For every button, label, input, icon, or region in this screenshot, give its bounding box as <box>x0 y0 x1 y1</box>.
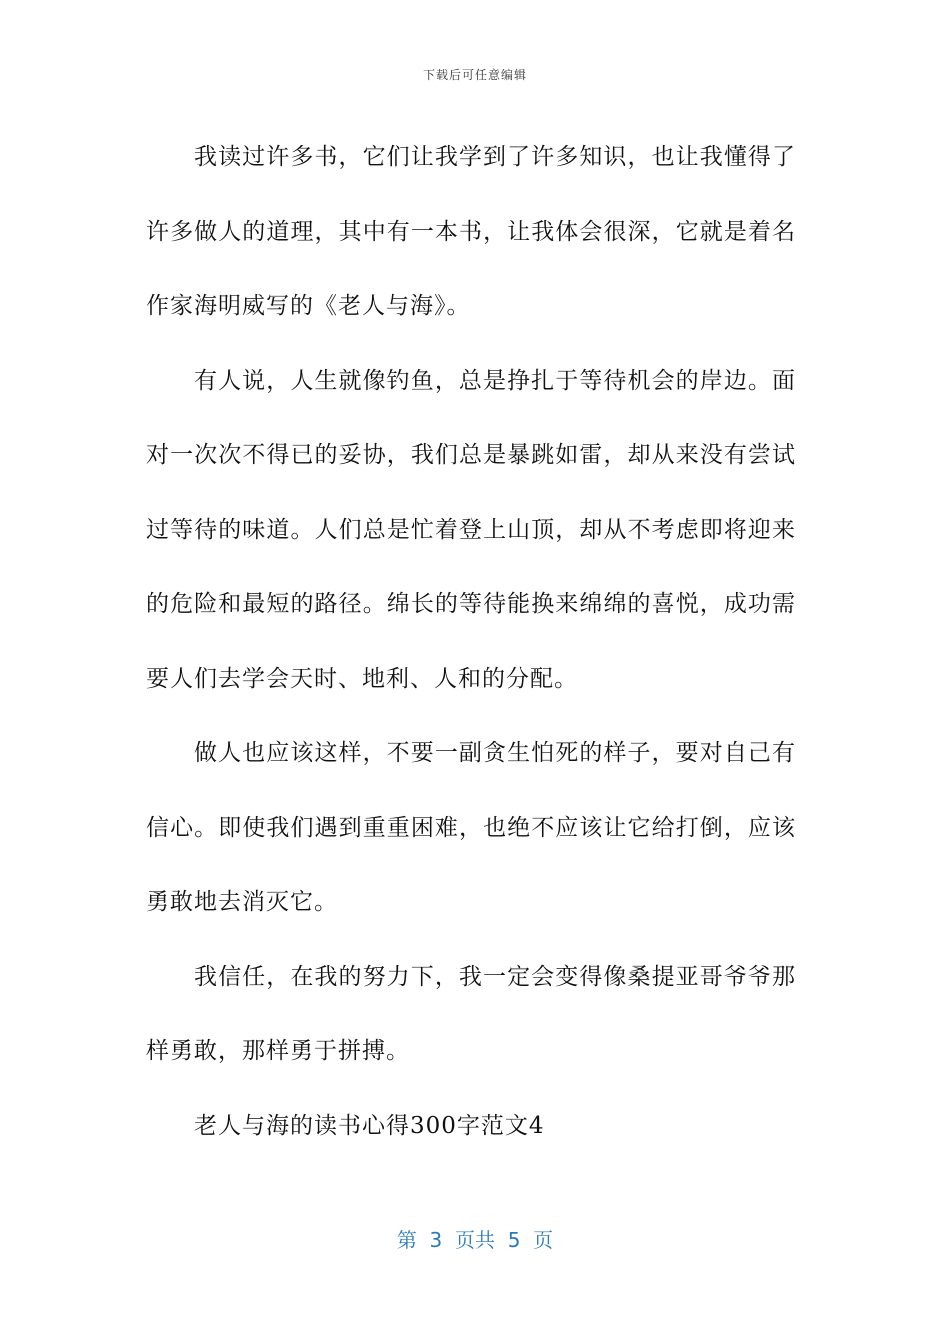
text-line: 有人说，人生就像钓鱼，总是挣扎于等待机会的岸边。面 <box>194 367 796 394</box>
text-line: 作家海明威写的《老人与海》。 <box>146 293 471 319</box>
page-header-note: 下载后可任意编辑 <box>422 68 527 82</box>
text-line: 做人也应该这样，不要一副贪生怕死的样子，要对自己有 <box>194 740 796 766</box>
paragraph-2 <box>146 344 796 717</box>
text-line: 要人们去学会天时、地利、人和的分配。 <box>146 665 578 692</box>
text-line: 对一次次不得已的妥协，我们总是暴跳如雷，却从来没有尝试 <box>146 442 796 468</box>
paragraph-3 <box>146 716 796 940</box>
text-line: 信心。即使我们遇到重重困难，也绝不应该让它给打倒，应该 <box>146 814 796 841</box>
section-heading <box>146 1089 796 1164</box>
text-line: 样勇敢，那样勇于拼搏。 <box>146 1038 410 1064</box>
text-line: 过等待的味道。人们总是忙着登上山顶，却从不考虑即将迎来 <box>146 516 796 543</box>
text-line: 我读过许多书，它们让我学到了许多知识，也让我懂得了 <box>194 144 796 170</box>
text-line: 许多做人的道理，其中有一本书，让我体会很深，它就是着名 <box>146 218 796 245</box>
text-line: 勇敢地去消灭它。 <box>146 889 338 915</box>
paragraph-1 <box>146 120 796 344</box>
text-line: 的危险和最短的路径。绵长的等待能换来绵绵的喜悦，成功需 <box>146 591 796 617</box>
text-line: 我信任，在我的努力下，我一定会变得像桑提亚哥爷爷那 <box>194 963 796 990</box>
section-heading-text: 老人与海的读书心得300字范文4 <box>194 1112 545 1139</box>
page-number-footer: 第 3 页共 5 页 <box>396 1228 554 1252</box>
paragraph-4 <box>146 940 796 1089</box>
document-body <box>146 120 796 1163</box>
